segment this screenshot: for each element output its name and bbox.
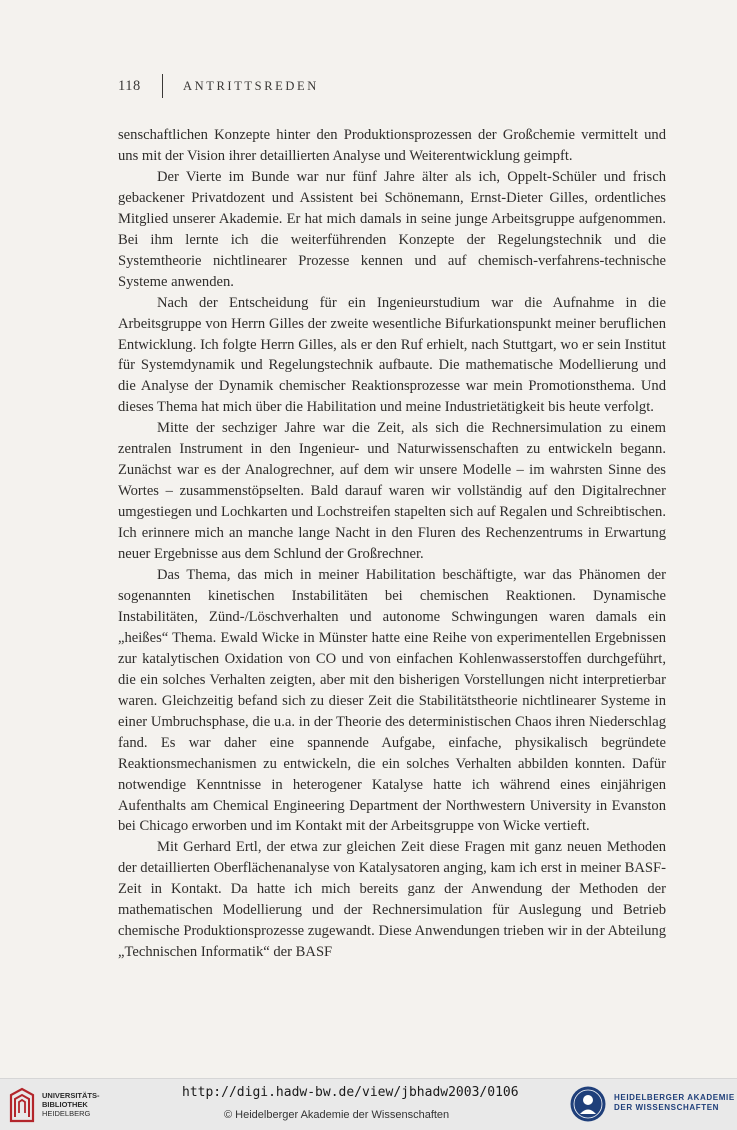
viewer-footer <box>0 1078 737 1130</box>
page-header <box>118 74 319 98</box>
paragraph: Mitte der sechziger Jahre war die Zeit, als sich die Rechnersimulation zu einem zentralen Instrument in den Ingenieur- und Naturwissenschaften zu entwickeln begann. Zunächst war es der Analogrechner, auf dem wir unsere Modelle – im wahrsten Sinne des Wortes – zusammenstöpselten. Bald darauf waren wir vollständig auf den Digitalrechner umgestiegen und Lochkarten und Lochstreifen stapelten sich auf Regalen und Schreibtischen. Ich erinnere mich an manche lange Nacht in den Fluren des Rechenzentrums in Erwartung neuer Ergebnisse aus dem Schlund der Großrechner. <box>118 420 666 563</box>
running-head: ANTRITTSREDEN <box>183 78 319 93</box>
paragraph: senschaftlichen Konzepte hinter den Produktionsprozessen der Großchemie vermittelt und uns mit der Vision ihrer detaillierten Analyse und Weiterentwicklung geimpft. <box>118 127 666 164</box>
academy-seal-icon[interactable] <box>569 1085 607 1123</box>
university-library-logo-icon[interactable] <box>8 1087 36 1123</box>
body-text <box>118 125 666 963</box>
university-library-name: UNIVERSITÄTS- BIBLIOTHEK HEIDELBERG <box>42 1091 100 1118</box>
paragraph: Mit Gerhard Ertl, der etwa zur gleichen Zeit diese Fragen mit ganz neuen Methoden der detaillierten Oberflächenanalyse von Katalysatoren anging, kam ich erst in meiner BASF-Zeit in Kontakt. Da hatte ich mich bereits ganz der Anwendung der Methoden der mathematischen Modellierung und der Rechnersimulation für Auslegung und Betrieb chemische Produktionsprozesse zugewandt. Diese Anwendungen trieben wir in der Abteilung „Technischen Informatik“ der BASF <box>118 839 666 961</box>
permalink[interactable]: http://digi.hadw-bw.de/view/jbhadw2003/0106 <box>182 1085 519 1100</box>
copyright-notice: © Heidelberger Akademie der Wissenschaften <box>224 1109 450 1121</box>
paragraph: Nach der Entscheidung für ein Ingenieurstudium war die Aufnahme in die Arbeitsgruppe von Herrn Gilles der zweite wesentliche Bifurkationspunkt meiner beruflichen Entwicklung. Ich folgte Herrn Gilles, als er den Ruf erhielt, nach Stuttgart, wo er sein Institut für Systemdynamik und Regelungstechnik aufbaute. Die mathematische Modellierung und die Analyse der Dynamik chemischer Reaktionsprozesse war mein Promotionsthema. Und dieses Thema hat mich über die Habilitation und meine Industrietätigkeit bis heute verfolgt. <box>118 294 666 416</box>
academy-name: HEIDELBERGER AKADEMIE DER WISSENSCHAFTEN <box>614 1093 735 1112</box>
paragraph: Der Vierte im Bunde war nur fünf Jahre älter als ich, Oppelt-Schüler und frisch gebackener Privatdozent und Assistent bei Schönemann, Ernst-Dieter Gilles, ordentliches Mitglied unserer Akademie. Er hat mich damals in seine junge Arbeitsgruppe aufgenommen. Bei ihm lernte ich die weiterführenden Konzepte der Regelungstechnik und die Systemtheorie nichtlinearer Prozesse kennen und auf chemisch-verfahrens-technische Systeme anwenden. <box>118 168 666 290</box>
page-number: 118 <box>118 77 141 94</box>
paragraph: Das Thema, das mich in meiner Habilitation beschäftigte, war das Phänomen der sogenannten kinetischen Instabilitäten bei chemischen Reaktionen. Dynamische Instabilitäten, Zünd-/Löschverhalten und autonome Schwingungen waren damals ein „heißes“ Thema. Ewald Wicke in Münster hatte eine Reihe von experimentellen Ergebnissen zur katalytischen Oxidation von CO und von einfachen Kohlenwasserstoffen durchgeführt, die ein solches Verhalten zeigten, aber mit den bisherigen Vorstellungen nicht interpretierbar waren. Gleichzeitig befand sich zu dieser Zeit die Stabilitätstheorie nichtlinearer Systeme in einer Umbruchsphase, die u.a. in der Theorie des deterministischen Chaos ihren Niederschlag fand. Es war daher eine spannende Aufgabe, einfache, physikalisch begründete Reaktionsmechanismen zu entwickeln, die ein solches Verhalten abbilden konnten. Dafür notwendige Kenntnisse in heterogener Katalyse hatte ich während eines einjährigen Aufenthalts am Chemical Engineering Department der Northwestern University in Evanston bei Chicago erworben und im Kontakt mit der Arbeitsgruppe von Wicke vertieft. <box>118 567 666 835</box>
header-divider <box>162 74 163 98</box>
